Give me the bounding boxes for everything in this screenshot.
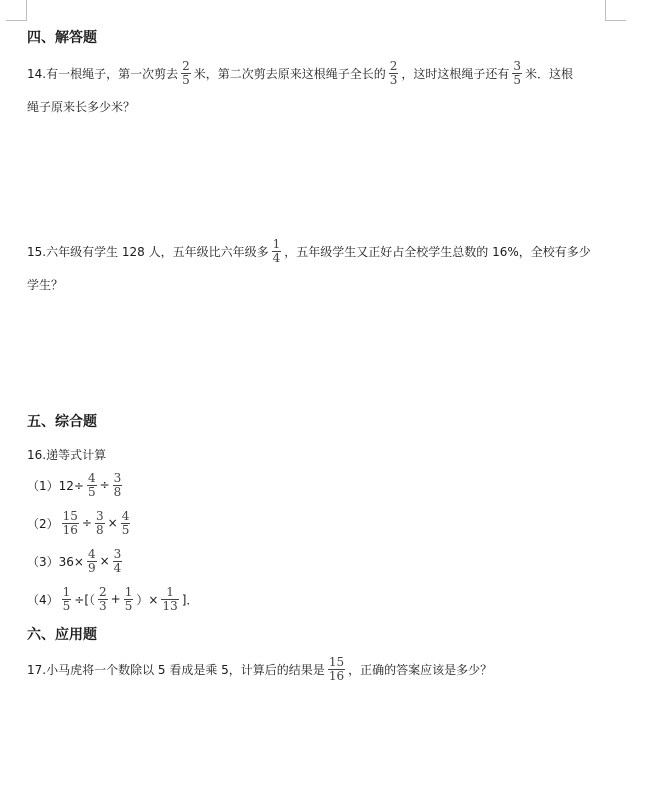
question-16-intro: 16.递等式计算: [27, 448, 107, 462]
numerator: 3: [513, 59, 522, 73]
fraction: [87, 548, 97, 574]
denominator: 4: [272, 250, 281, 265]
denominator: 16: [328, 668, 345, 683]
question-17: [27, 656, 492, 682]
fraction: [98, 586, 108, 612]
operator: ÷[（: [74, 592, 96, 607]
part-label: （4）: [27, 592, 59, 607]
numerator: 4: [87, 547, 96, 561]
operator: ）×: [136, 592, 159, 607]
question-15-text-b: ，五年级学生又正好占全校学生总数的 16%，全校有多少: [284, 244, 591, 259]
operator: ÷: [99, 478, 110, 493]
part-label: （2）: [27, 516, 59, 531]
question-14-text-a: 14.有一根绳子，第一次剪去: [27, 66, 179, 81]
numerator: 4: [87, 471, 96, 485]
fraction: [161, 586, 178, 612]
fraction: [87, 472, 97, 498]
question-16-part-2: [27, 510, 133, 536]
denominator: 5: [513, 72, 522, 87]
denominator: 13: [162, 598, 178, 613]
fraction: [95, 510, 105, 536]
part-label: （3）36×: [27, 554, 84, 569]
operator: ×: [107, 516, 118, 531]
denominator: 3: [389, 72, 398, 87]
denominator: 5: [124, 598, 133, 613]
fraction: [272, 238, 282, 264]
denominator: 5: [62, 598, 71, 613]
section-5-title: 五、综合题: [27, 414, 97, 430]
fraction: [512, 60, 522, 86]
question-14-text-d: 米．这根: [525, 66, 574, 81]
fraction: [62, 586, 72, 612]
operator: +: [110, 592, 121, 607]
question-15-text-a: 15.六年级有学生 128 人，五年级比六年级多: [27, 244, 269, 259]
denominator: 5: [87, 484, 96, 499]
denominator: 8: [95, 522, 104, 537]
fraction: [181, 60, 191, 86]
question-14: [27, 60, 573, 86]
operator: ×: [99, 554, 110, 569]
numerator: 3: [113, 471, 122, 485]
numerator: 4: [121, 509, 130, 523]
part-label: （1）12÷: [27, 478, 84, 493]
denominator: 9: [87, 560, 96, 575]
numerator: 3: [113, 547, 122, 561]
denominator: 5: [182, 72, 190, 87]
numerator: 1: [166, 585, 174, 599]
question-17-text-b: ，正确的答案应该是多少？: [348, 662, 493, 677]
section-6-title: 六、应用题: [27, 627, 97, 643]
numerator: 15: [328, 655, 345, 669]
operator: ]．: [181, 592, 199, 607]
numerator: 3: [95, 509, 104, 523]
question-14-text-c: ，这时这根绳子还有: [401, 66, 510, 81]
numerator: 2: [99, 585, 107, 599]
numerator: 1: [124, 585, 133, 599]
question-15: [27, 238, 591, 264]
operator: ÷: [81, 516, 92, 531]
numerator: 15: [62, 509, 78, 523]
denominator: 16: [62, 522, 78, 537]
numerator: 2: [182, 59, 190, 73]
question-14-text-b: 米，第二次剪去原来这根绳子全长的: [193, 66, 386, 81]
page-corner-mark: [6, 0, 27, 21]
question-15-line-2: 学生？: [27, 278, 64, 292]
denominator: 8: [113, 484, 122, 499]
fraction: [113, 548, 123, 574]
denominator: 5: [121, 522, 130, 537]
page-corner-mark: [605, 0, 626, 21]
numerator: 1: [62, 585, 71, 599]
fraction: [62, 510, 79, 536]
question-16-part-3: [27, 548, 125, 574]
numerator: 2: [389, 59, 398, 73]
numerator: 1: [272, 237, 281, 251]
section-4-title: 四、解答题: [27, 30, 97, 46]
fraction: [113, 472, 123, 498]
fraction: [389, 60, 399, 86]
fraction: [328, 656, 345, 682]
question-14-line-2: 绳子原来长多少米？: [27, 100, 136, 114]
denominator: 3: [99, 598, 107, 613]
fraction: [121, 510, 131, 536]
denominator: 4: [113, 560, 122, 575]
question-16-part-1: [27, 472, 125, 498]
fraction: [124, 586, 134, 612]
question-17-text-a: 17.小马虎将一个数除以 5 看成是乘 5，计算后的结果是: [27, 662, 325, 677]
question-16-part-4: [27, 586, 198, 612]
